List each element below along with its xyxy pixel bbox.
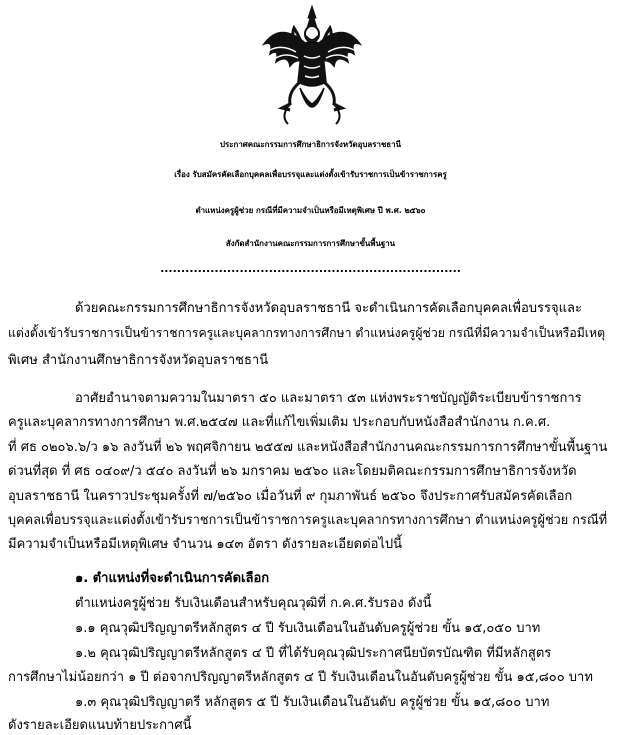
garuda-emblem [260, 4, 364, 128]
paragraph2-line6: บุคคลเพื่อบรรจุและแต่งตั้งเข้ารับราชการเป็นข้าราชการครูและบุคลากรทางการศึกษา ตำแหน่งครูผู้ช่วย กรณีที่ [8, 513, 608, 528]
paragraph2-line3: ที่ ศธ ๐๒๐๖.๖/ว ๑๖ ลงวันที่ ๒๖ พฤศจิกายน ๒๕๕๗ และหนังสือสำนักงานคณะกรรมการการศึกษาขั้นพื้นฐาน [8, 440, 608, 455]
announcement-title: ประกาศคณะกรรมการศึกษาธิการจังหวัดอุบลราชธานี [220, 140, 401, 149]
announcement-agency: สังกัดสำนักงานคณะกรรมการการศึกษาขั้นพื้นฐาน [225, 239, 396, 248]
paragraph1-line2: แต่งตั้งเข้ารับราชการเป็นข้าราชการครูและบุคลากรทางการศึกษา ตำแหน่งครูผู้ช่วย กรณีที่มีความจำเป็นหรือมีเหตุ [8, 326, 606, 340]
paragraph2-line7: มีความจำเป็นหรือมีเหตุพิเศษ จำนวน ๑๔๓ อัตรา ดังรายละเอียดต่อไปนี้ [8, 537, 403, 552]
section1-item3-line1: ๑.๓ คุณวุฒิปริญญาตรี หลักสูตร ๕ ปี รับเงินเดือนในอันดับ ครูผู้ช่วย ขั้น ๑๕,๘๐๐ บาท [75, 695, 550, 710]
paragraph2-line4: ด่วนที่สุด ที่ ศธ ๐๔๐๙/ว ๕๔๐ ลงวันที่ ๒๖ มกราคม ๒๕๖๐ และโดยมติคณะกรรมการศึกษาธิการจังหวัด [8, 464, 577, 479]
section1-heading: ๑. ตำแหน่งที่จะดำเนินการคัดเลือก [75, 571, 270, 586]
paragraph2-line1: อาศัยอำนาจตามความในมาตรา ๕๐ และมาตรา ๕๓ แห่งพระราชบัญญัติระเบียบข้าราชการ [75, 391, 582, 406]
section1-intro: ตำแหน่งครูผู้ช่วย รับเงินเดือนสำหรับคุณวุฒิที่ ก.ค.ศ.รับรอง ดังนี้ [75, 596, 432, 611]
section1-item1: ๑.๑ คุณวุฒิปริญญาตรีหลักสูตร ๔ ปี รับเงินเดือนในอันดับครูผู้ช่วย ขั้น ๑๕,๐๕๐ บาท [75, 621, 541, 636]
separator-dots: ........................................................................ [160, 262, 461, 275]
section1-item3-line2: ดังรายละเอียดแนบท้ายประกาศนี้ [8, 718, 192, 733]
section1-item2-line2: การศึกษาไม่น้อยกว่า ๑ ปี ต่อจากปริญญาตรีหลักสูตร ๔ ปี รับเงินเดือนในอันดับครูผู้ช่วย ขั้น ๑๕,๘๐๐ บาท [8, 670, 593, 685]
announcement-position: ตำแหน่งครูผู้ช่วย กรณีที่มีความจำเป็นหรือมีเหตุพิเศษ ปี พ.ศ. ๒๕๖๐ [195, 206, 426, 215]
paragraph1-line1: ด้วยคณะกรรมการศึกษาธิการจังหวัดอุบลราชธานี จะดำเนินการคัดเลือกบุคคลเพื่อบรรจุและ [75, 301, 582, 316]
paragraph2-line2: ครูและบุคลากรทางการศึกษา พ.ศ.๒๕๔๗ และที่แก้ไขเพิ่มเติม ประกอบกับหนังสือสำนักงาน ก.ค.ศ. [8, 415, 551, 430]
paragraph2-line5: อุบลราชธานี ในคราวประชุมครั้งที่ ๗/๒๕๖๐ เมื่อวันที่ ๙ กุมภาพันธ์ ๒๕๖๐ จึงประกาศรับสมัครคัดเลือก [8, 489, 573, 504]
paragraph1-line3: พิเศษ สำนักงานศึกษาธิการจังหวัดอุบลราชธานี [8, 353, 269, 368]
announcement-subject: เรื่อง รับสมัครคัดเลือกบุคคลเพื่อบรรจุและแต่งตั้งเข้ารับราชการเป็นข้าราชการครู [174, 170, 447, 179]
section1-item2-line1: ๑.๒ คุณวุฒิปริญญาตรีหลักสูตร ๔ ปี ที่ได้รับคุณวุฒิประกาศนียบัตรบัณฑิต ที่มีหลักสูตร [75, 646, 552, 661]
